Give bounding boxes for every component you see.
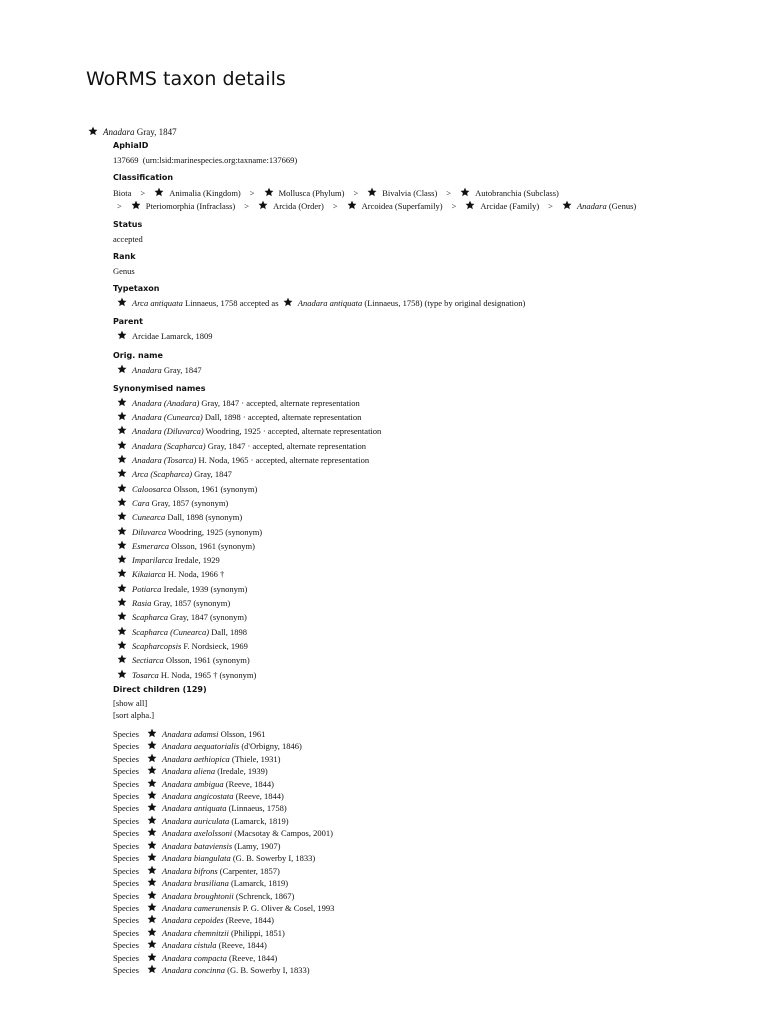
synonym-name[interactable]: Scapharca (Cunearca) xyxy=(132,626,210,637)
orig-name-value xyxy=(113,363,753,377)
synonym-details: Gray, 1847 (synonym) xyxy=(170,612,247,623)
child-rank: Species xyxy=(113,741,139,752)
star-icon[interactable] xyxy=(147,939,157,949)
star-icon[interactable] xyxy=(347,200,357,210)
classification-separator: > xyxy=(140,188,146,198)
synonym-list xyxy=(113,396,753,682)
star-icon[interactable] xyxy=(147,827,157,837)
child-authority: (Reeve, 1844) xyxy=(235,791,284,802)
child-authority: (Schrenck, 1867) xyxy=(235,890,295,901)
star-icon[interactable] xyxy=(117,568,127,578)
child-name[interactable]: Anadara adamsi xyxy=(162,728,219,739)
child-authority: (Macsotay & Campos, 2001) xyxy=(234,828,333,839)
synonym-details: Gray, 1847 · accepted, alternate representation xyxy=(201,397,360,408)
typetaxon-authority: Linnaeus, 1758 accepted as xyxy=(185,298,279,308)
classification-rank: (Subclass) xyxy=(523,188,559,198)
synonym-item xyxy=(113,453,753,467)
star-icon[interactable] xyxy=(147,852,157,862)
classification-separator: > xyxy=(446,188,452,198)
synonym-details: Gray, 1847 · accepted, alternate representation xyxy=(207,440,366,451)
rank-value: Genus xyxy=(113,266,135,276)
sort-alpha-link[interactable]: [sort alpha.] xyxy=(113,710,155,721)
child-name[interactable]: Anadara cistula xyxy=(162,940,217,951)
synonym-item xyxy=(113,639,753,653)
child-item xyxy=(113,790,753,802)
child-rank: Species xyxy=(113,965,139,976)
child-authority: (Lamarck, 1819) xyxy=(230,878,289,889)
child-name[interactable]: Anadara biangulata xyxy=(162,853,231,864)
synonym-details: Olsson, 1961 (synonym) xyxy=(171,540,255,551)
synonym-details: Dall, 1898 (synonym) xyxy=(167,512,243,523)
star-icon[interactable] xyxy=(147,914,157,924)
synonym-details: H. Noda, 1965 † (synonym) xyxy=(160,669,257,680)
classification-separator: > xyxy=(451,201,457,211)
child-rank: Species xyxy=(113,778,139,789)
synonym-name[interactable]: Cunearca xyxy=(132,512,166,523)
synonym-details: Gray, 1857 (synonym) xyxy=(153,598,231,609)
star-icon[interactable] xyxy=(147,753,157,763)
orig-name-authority: Gray, 1847 xyxy=(163,364,202,375)
star-icon[interactable] xyxy=(147,952,157,962)
star-icon[interactable] xyxy=(147,890,157,900)
classification-rank: (Family) xyxy=(509,201,540,211)
classification-item[interactable]: Arcidae xyxy=(480,201,508,211)
star-icon[interactable] xyxy=(117,540,127,550)
classification-item[interactable]: Anadara xyxy=(576,201,607,211)
child-name[interactable]: Anadara aethiopica xyxy=(162,753,230,764)
child-name[interactable]: Anadara broughtonii xyxy=(162,890,234,901)
synonym-name[interactable]: Caloosarca xyxy=(132,483,172,494)
star-icon[interactable] xyxy=(117,297,127,307)
classification-separator: > xyxy=(353,188,359,198)
synonym-name[interactable]: Scapharca xyxy=(132,612,169,623)
synonym-name[interactable]: Cara xyxy=(132,497,150,508)
synonym-details: H. Noda, 1966 † xyxy=(167,569,225,580)
classification-rank: (Superfamily) xyxy=(394,201,443,211)
synonym-details: Iredale, 1929 xyxy=(174,555,220,566)
classification-item[interactable]: Arcoidea xyxy=(361,201,393,211)
child-authority: (Lamarck, 1819) xyxy=(231,815,289,826)
child-authority: (G. B. Sowerby I, 1833) xyxy=(232,853,316,864)
child-item xyxy=(113,939,753,951)
child-name[interactable]: Anadara camerunensis xyxy=(162,902,241,913)
child-name[interactable]: Anadara auriculata xyxy=(162,815,230,826)
parent-value xyxy=(113,329,753,343)
typetaxon-label: Typetaxon xyxy=(113,284,160,293)
child-authority: (Reeve, 1844) xyxy=(218,940,267,951)
child-name[interactable]: Anadara antiquata xyxy=(162,803,227,814)
child-item xyxy=(113,890,753,902)
child-rank: Species xyxy=(113,902,139,913)
child-authority: (Reeve, 1844) xyxy=(229,952,278,963)
star-icon[interactable] xyxy=(465,200,475,210)
star-icon[interactable] xyxy=(147,802,157,812)
child-item xyxy=(113,964,753,976)
typetaxon-name[interactable]: Arca antiquata xyxy=(132,298,183,308)
child-item xyxy=(113,902,753,914)
star-icon[interactable] xyxy=(117,611,127,621)
child-rank: Species xyxy=(113,766,139,777)
star-icon[interactable] xyxy=(117,397,127,407)
child-authority: (Linnaeus, 1758) xyxy=(228,803,287,814)
children-list xyxy=(113,728,753,977)
child-rank: Species xyxy=(113,728,139,739)
star-icon[interactable] xyxy=(131,200,141,210)
classification-item-biota[interactable]: Biota xyxy=(113,188,132,198)
synonym-name[interactable]: Potiarca xyxy=(132,583,162,594)
star-icon[interactable] xyxy=(147,865,157,875)
child-name[interactable]: Anadara axelolssoni xyxy=(162,828,233,839)
synonym-item xyxy=(113,525,753,539)
child-authority: P. G. Oliver & Cosel, 1993 xyxy=(242,902,335,913)
child-item xyxy=(113,728,753,740)
star-icon[interactable] xyxy=(562,200,572,210)
synonym-details: Iredale, 1939 (synonym) xyxy=(163,583,248,594)
synonym-item xyxy=(113,553,753,567)
synonym-item xyxy=(113,567,753,581)
star-icon[interactable] xyxy=(88,126,98,136)
status-value: accepted xyxy=(113,234,143,244)
child-rank: Species xyxy=(113,840,139,851)
star-icon[interactable] xyxy=(147,964,157,974)
classification-separator: > xyxy=(249,188,255,198)
taxon-header xyxy=(88,126,177,138)
synonym-item xyxy=(113,467,753,481)
synonym-details: Gray, 1847 xyxy=(194,469,232,480)
synonym-item xyxy=(113,424,753,438)
star-icon[interactable] xyxy=(460,187,470,197)
synonym-details: Dall, 1898 · accepted, alternate representation xyxy=(204,412,362,423)
child-name[interactable]: Anadara angicostata xyxy=(162,791,234,802)
children-label: Direct children (129) xyxy=(113,684,207,694)
star-icon[interactable] xyxy=(147,728,157,738)
star-icon[interactable] xyxy=(147,902,157,912)
synonym-name[interactable]: Esmerarca xyxy=(132,540,169,551)
synonym-item xyxy=(113,539,753,553)
star-icon[interactable] xyxy=(117,468,127,478)
child-authority: (G. B. Sowerby I, 1833) xyxy=(227,965,310,976)
synonym-name[interactable]: Anadara (Cunearca) xyxy=(132,412,203,423)
child-item xyxy=(113,815,753,827)
star-icon[interactable] xyxy=(117,640,127,650)
child-authority: (Reeve, 1844) xyxy=(225,778,274,789)
child-authority: (Philippi, 1851) xyxy=(230,927,285,938)
synonym-details: Dall, 1898 xyxy=(211,626,248,637)
classification-row xyxy=(113,187,753,200)
star-icon[interactable] xyxy=(154,187,164,197)
child-name[interactable]: Anadara concinna xyxy=(162,965,226,976)
child-item xyxy=(113,952,753,964)
classification-item[interactable]: Autobranchia xyxy=(475,188,522,198)
star-icon[interactable] xyxy=(117,669,127,679)
synonym-item xyxy=(113,510,753,524)
classification-rank: (Infraclass) xyxy=(196,201,236,211)
star-icon[interactable] xyxy=(264,187,274,197)
star-icon[interactable] xyxy=(147,765,157,775)
orig-name-label: Orig. name xyxy=(113,350,163,360)
aphiaid-label: AphiaID xyxy=(113,141,149,150)
child-authority: (Reeve, 1844) xyxy=(225,915,274,926)
child-item xyxy=(113,852,753,864)
child-rank: Species xyxy=(113,865,139,876)
child-name[interactable]: Anadara bifrons xyxy=(162,865,218,876)
star-icon[interactable] xyxy=(117,554,127,564)
child-item xyxy=(113,840,753,852)
synonym-name[interactable]: Sectiarca xyxy=(132,655,164,666)
classification-item[interactable]: Mollusca xyxy=(278,188,311,198)
classification-value xyxy=(113,187,753,213)
classification-separator: > xyxy=(332,201,338,211)
synonym-details: F. Nordsieck, 1969 xyxy=(183,640,248,651)
synonym-name[interactable]: Anadara (Diluvarca) xyxy=(132,426,204,437)
child-authority: Olsson, 1961 xyxy=(220,728,266,739)
star-icon[interactable] xyxy=(117,583,127,593)
star-icon[interactable] xyxy=(117,526,127,536)
star-icon[interactable] xyxy=(117,364,127,374)
child-item xyxy=(113,753,753,765)
child-rank: Species xyxy=(113,791,139,802)
child-authority: (d'Orbigny, 1846) xyxy=(241,741,302,752)
taxon-authority: Gray, 1847 xyxy=(136,127,177,137)
classification-rank: (Kingdom) xyxy=(202,188,241,198)
synonym-name[interactable]: Scapharcopsis xyxy=(132,640,182,651)
synonym-name[interactable]: Arca (Scapharca) xyxy=(132,469,193,480)
child-rank: Species xyxy=(113,828,139,839)
classification-rank: (Class) xyxy=(413,188,438,198)
child-rank: Species xyxy=(113,803,139,814)
synonym-name[interactable]: Tosarca xyxy=(132,669,159,680)
child-name[interactable]: Anadara ambigua xyxy=(162,778,224,789)
child-rank: Species xyxy=(113,815,139,826)
synonymised-label: Synonymised names xyxy=(113,383,206,393)
classification-separator: > xyxy=(117,201,122,211)
synonym-name[interactable]: Anadara (Tosarca) xyxy=(132,455,197,466)
child-item xyxy=(113,765,753,777)
orig-name-link[interactable]: Anadara xyxy=(132,364,162,375)
child-rank: Species xyxy=(113,940,139,951)
star-icon[interactable] xyxy=(147,877,157,887)
star-icon[interactable] xyxy=(147,778,157,788)
synonym-item xyxy=(113,582,753,596)
child-rank: Species xyxy=(113,927,139,938)
classification-rank: (Genus) xyxy=(608,201,637,211)
child-item xyxy=(113,740,753,752)
classification-item[interactable]: Pteriomorphia xyxy=(145,201,195,211)
synonym-item xyxy=(113,653,753,667)
child-item xyxy=(113,927,753,939)
synonym-details: H. Noda, 1965 · accepted, alternate representation xyxy=(198,455,370,466)
synonym-details: Woodring, 1925 (synonym) xyxy=(168,526,263,537)
classification-item[interactable]: Bivalvia xyxy=(382,188,412,198)
child-rank: Species xyxy=(113,952,139,963)
child-name[interactable]: Anadara bataviensis xyxy=(162,840,233,851)
child-authority: (Carpenter, 1857) xyxy=(219,865,280,876)
child-name[interactable]: Anadara cepoides xyxy=(162,915,224,926)
synonym-details: Olsson, 1961 (synonym) xyxy=(173,483,258,494)
synonym-item xyxy=(113,396,753,410)
show-all-link[interactable]: [show all] xyxy=(113,697,148,708)
classification-separator: > xyxy=(244,201,250,211)
aphiaid-value xyxy=(113,155,753,166)
star-icon[interactable] xyxy=(367,187,377,197)
child-item xyxy=(113,827,753,839)
classification-item[interactable]: Animalia xyxy=(169,188,201,198)
classification-rank: (Phylum) xyxy=(312,188,345,198)
child-rank: Species xyxy=(113,878,139,889)
star-icon[interactable] xyxy=(147,815,157,825)
star-icon[interactable] xyxy=(117,654,127,664)
star-icon[interactable] xyxy=(283,297,293,307)
star-icon[interactable] xyxy=(117,597,127,607)
synonym-name[interactable]: Rasia xyxy=(132,598,152,609)
child-authority: (Thiele, 1931) xyxy=(231,753,281,764)
synonym-name[interactable]: Anadara (Scapharca) xyxy=(132,440,206,451)
synonym-details: Olsson, 1961 (synonym) xyxy=(165,655,250,666)
taxon-name[interactable]: Anadara xyxy=(103,127,135,137)
child-name[interactable]: Anadara aequatorialis xyxy=(162,741,240,752)
typetaxon-accepted-name[interactable]: Anadara antiquata xyxy=(297,298,363,308)
synonym-name[interactable]: Anadara (Anadara) xyxy=(132,397,200,408)
page-title: WoRMS taxon details xyxy=(86,68,286,90)
synonym-item xyxy=(113,496,753,510)
classification-item[interactable]: Arcida xyxy=(273,201,297,211)
star-icon[interactable] xyxy=(117,330,127,340)
synonym-item xyxy=(113,482,753,496)
parent-link[interactable]: Arcidae Lamarck, 1809 xyxy=(132,331,213,342)
child-rank: Species xyxy=(113,915,139,926)
synonym-item xyxy=(113,439,753,453)
typetaxon-accepted-authority: (Linnaeus, 1758) (type by original designation) xyxy=(364,298,526,308)
star-icon[interactable] xyxy=(117,483,127,493)
classification-separator: > xyxy=(548,201,553,211)
classification-rank: (Order) xyxy=(298,201,324,211)
star-icon[interactable] xyxy=(117,454,127,464)
child-item xyxy=(113,865,753,877)
star-icon[interactable] xyxy=(117,497,127,507)
star-icon[interactable] xyxy=(117,411,127,421)
synonym-item xyxy=(113,410,753,424)
child-authority: (Lamy, 1907) xyxy=(234,840,281,851)
synonym-name[interactable]: Imparilarca xyxy=(132,555,173,566)
child-item xyxy=(113,778,753,790)
star-icon[interactable] xyxy=(147,927,157,937)
classification-row xyxy=(113,200,753,213)
child-item xyxy=(113,877,753,889)
child-item xyxy=(113,802,753,814)
child-name[interactable]: Anadara chemnitzii xyxy=(162,927,229,938)
child-rank: Species xyxy=(113,890,139,901)
child-rank: Species xyxy=(113,753,139,764)
rank-label: Rank xyxy=(113,252,136,261)
synonym-item xyxy=(113,610,753,624)
synonym-item xyxy=(113,596,753,610)
star-icon[interactable] xyxy=(117,425,127,435)
aphiaid-number: 137669 xyxy=(113,155,139,165)
taxon-details xyxy=(113,140,753,977)
synonym-details: Woodring, 1925 · accepted, alternate representation xyxy=(205,426,382,437)
star-icon[interactable] xyxy=(117,511,127,521)
star-icon[interactable] xyxy=(147,790,157,800)
star-icon[interactable] xyxy=(117,626,127,636)
child-rank: Species xyxy=(113,853,139,864)
synonym-item xyxy=(113,668,753,682)
typetaxon-value xyxy=(113,296,753,310)
child-authority: (Iredale, 1939) xyxy=(217,766,268,777)
star-icon[interactable] xyxy=(147,840,157,850)
synonym-item xyxy=(113,625,753,639)
synonym-name[interactable]: Kikaiarca xyxy=(132,569,166,580)
synonym-details: Gray, 1857 (synonym) xyxy=(151,497,229,508)
classification-label: Classification xyxy=(113,173,174,182)
child-name[interactable]: Anadara compacta xyxy=(162,952,227,963)
child-item xyxy=(113,914,753,926)
parent-label: Parent xyxy=(113,317,143,327)
aphiaid-lsid: (urn:lsid:marinespecies.org:taxname:137669) xyxy=(142,155,298,165)
synonym-name[interactable]: Diluvarca xyxy=(132,526,167,537)
child-name[interactable]: Anadara aliena xyxy=(162,766,216,777)
child-name[interactable]: Anadara brasiliana xyxy=(162,878,229,889)
status-label: Status xyxy=(113,220,143,229)
star-icon[interactable] xyxy=(258,200,268,210)
star-icon[interactable] xyxy=(147,740,157,750)
star-icon[interactable] xyxy=(117,440,127,450)
